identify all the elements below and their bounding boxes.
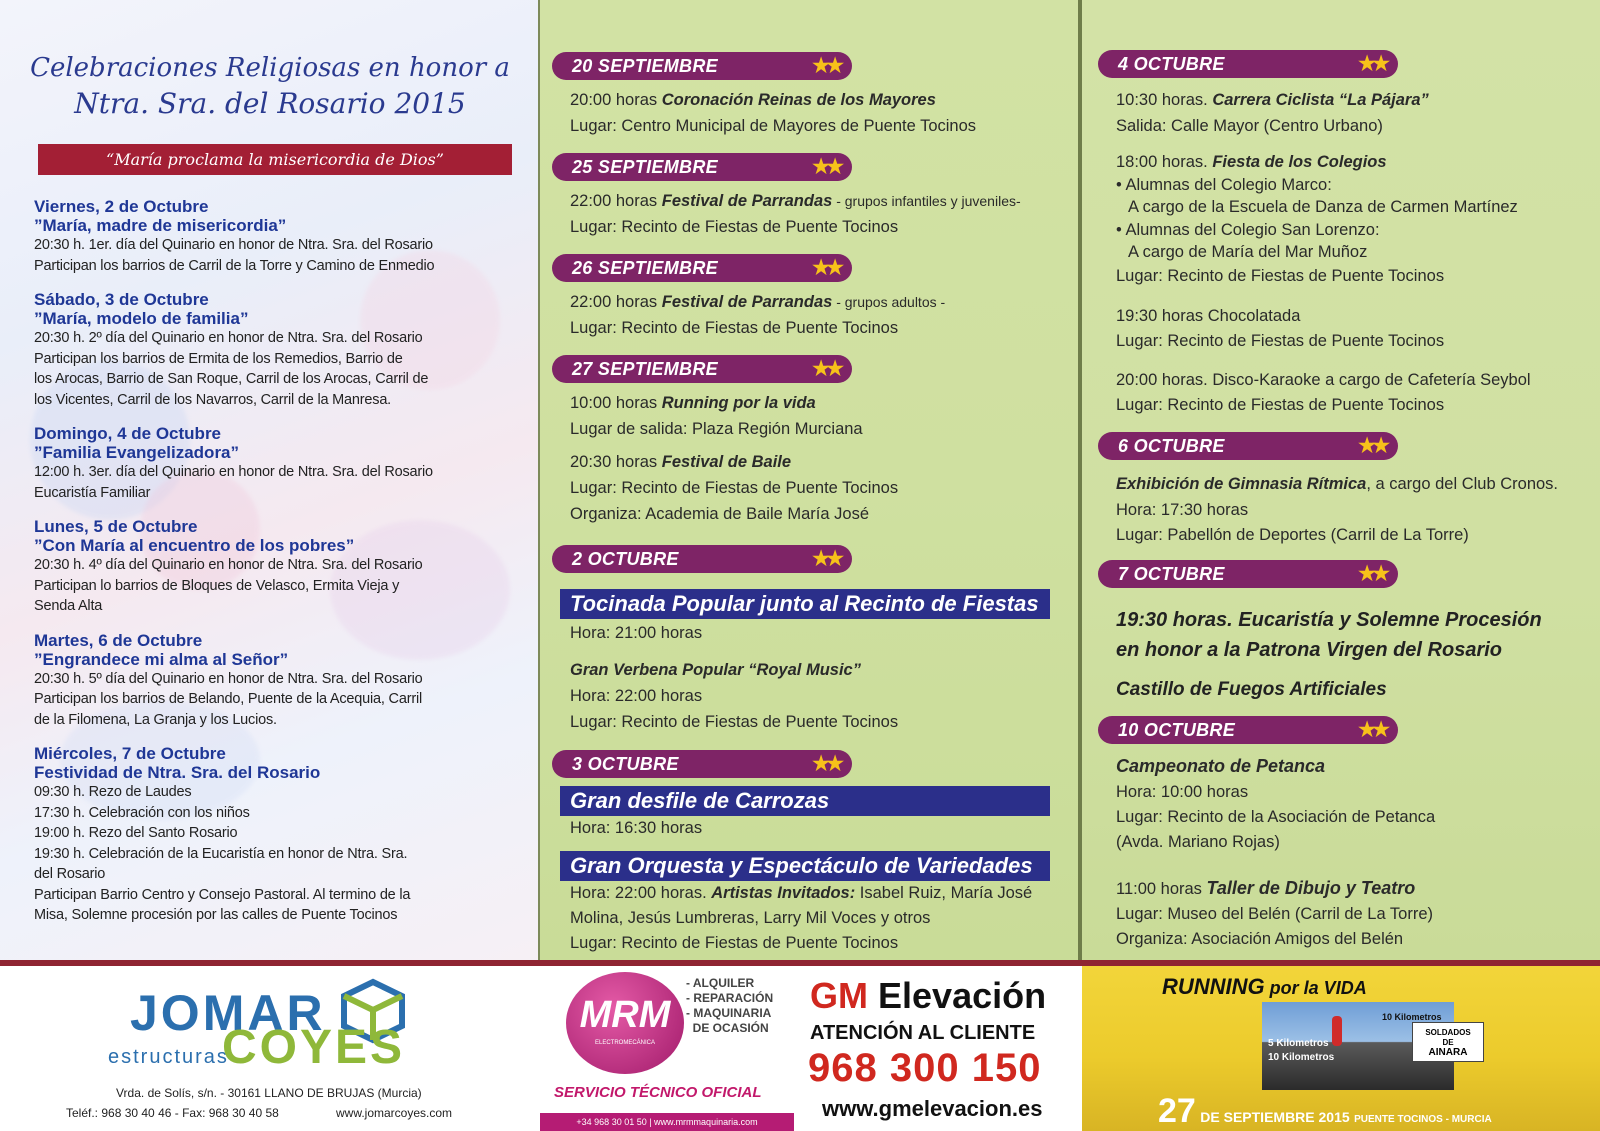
event-line — [570, 881, 1032, 906]
event-line — [570, 290, 945, 315]
quinario-days — [34, 197, 524, 940]
ad-gm-elevacion — [794, 966, 1078, 1131]
event-organizer: Organiza: Asociación Amigos del Belén — [1116, 930, 1404, 948]
event-organizer: Organiza: Academia de Baile María José — [570, 505, 869, 523]
day-line: Senda Alta — [34, 598, 103, 614]
procession-line: en honor a la Patrona Virgen del Rosario — [1116, 639, 1503, 661]
event-title: Festival de Parrandas — [661, 192, 833, 210]
religious-column — [0, 0, 538, 960]
event-place: (Avda. Mariano Rojas) — [1116, 833, 1280, 851]
day-line: 09:30 h. Rezo de Laudes — [34, 784, 192, 800]
date-banner — [552, 254, 852, 282]
mrm-service: DE OCASIÓN — [686, 1021, 769, 1035]
title-line-1: Celebraciones Religiosas en honor a — [30, 53, 510, 83]
banner-label: 7 OCTUBRE — [1118, 564, 1225, 584]
gm-website: www.gmelevacion.es — [822, 1096, 1043, 1121]
day-theme: Festividad de Ntra. Sra. del Rosario — [34, 763, 321, 782]
mrm-service: - ALQUILER — [686, 976, 755, 990]
gm-logo — [810, 976, 1046, 1016]
day-line: los Arocas, Barrio de San Roque, Carril de los Arocas, Carril de — [34, 371, 429, 387]
running-km-10: 10 Kilometros — [1268, 1052, 1335, 1063]
date-banner — [552, 52, 852, 80]
event-place: Lugar: Recinto de Fiestas de Puente Tocinos — [570, 319, 899, 337]
event-title: Festival de Baile — [661, 453, 792, 471]
coyes-logo-text: COYES — [222, 1021, 406, 1074]
day-theme: ”María, madre de misericordia” — [34, 216, 287, 235]
mrm-service: - REPARACIÓN — [686, 991, 774, 1005]
event-time: 22:00 horas — [570, 293, 662, 311]
date-banner — [552, 355, 852, 383]
running-date — [1158, 1092, 1492, 1130]
event-line — [1116, 88, 1429, 113]
date-banner — [552, 545, 852, 573]
jomar-logo-text: JOMAR — [130, 985, 326, 1041]
soldados-word: SOLDADOS — [1425, 1028, 1471, 1037]
day-line: de la Filomena, La Granja y los Lucios. — [34, 711, 277, 728]
event-place: Lugar: Centro Municipal de Mayores de Puente Tocinos — [570, 117, 977, 135]
banner-label: 27 SEPTIEMBRE — [572, 359, 718, 379]
day-line: 12:00 h. 3er. día del Quinario en honor de Ntra. Sra. del Rosario — [34, 464, 433, 480]
event-time: 22:00 horas — [570, 192, 662, 210]
stars-icon: ★★ — [1358, 53, 1386, 75]
program-column-september — [540, 0, 1078, 960]
jomar-website: www.jomarcoyes.com — [336, 1106, 453, 1120]
day-line: 20:30 h. 5º día del Quinario en honor de Ntra. Sra. del Rosario — [34, 670, 423, 687]
event-title: Carrera Ciclista “La Pájara” — [1212, 91, 1429, 109]
event-title: Gran Verbena Popular “Royal Music” — [570, 661, 861, 679]
date-banner — [1098, 50, 1398, 78]
event-place: Salida: Calle Mayor (Centro Urbano) — [1116, 117, 1383, 135]
event-title: Festival de Parrandas — [661, 293, 833, 311]
banner-label: 10 OCTUBRE — [1118, 720, 1236, 740]
date-banner — [1098, 560, 1398, 588]
event-time: 20:30 horas — [570, 453, 662, 471]
event-time: 10:00 horas — [570, 394, 662, 412]
day-line: Eucaristía Familiar — [34, 484, 151, 501]
banner-label: 26 SEPTIEMBRE — [572, 258, 718, 278]
event-time: Hora: 22:00 horas — [570, 687, 703, 705]
event-place: Lugar: Recinto de Fiestas de Puente Tocinos — [1116, 267, 1445, 285]
day-line: 19:30 h. Celebración de la Eucaristía en honor de Ntra. Sra. — [34, 845, 408, 862]
soldados-ainara: AINARA — [1428, 1047, 1468, 1058]
event-time: 18:00 horas. — [1116, 153, 1213, 171]
day-date: Domingo, 4 de Octubre — [34, 424, 222, 443]
day-line: 17:30 h. Celebración con los niños — [34, 804, 250, 821]
event-line — [570, 88, 936, 113]
day-line: Participan los barrios de Carril de la Torre y Camino de Enmedio — [34, 257, 435, 274]
event-place: Lugar: Recinto de Fiestas de Puente Tocinos — [570, 713, 899, 731]
running-day: 27 — [1158, 1092, 1196, 1130]
stars-icon: ★★ — [1358, 719, 1386, 741]
running-month-year: DE SEPTIEMBRE 2015 — [1200, 1109, 1350, 1125]
gm-logo-elevacion: Elevación — [878, 975, 1047, 1016]
gm-customer-service: ATENCIÓN AL CLIENTE — [810, 1022, 1036, 1044]
day-line: 19:00 h. Rezo del Santo Rosario — [34, 825, 238, 841]
event-time: Hora: 17:30 horas — [1116, 501, 1249, 519]
day-entry — [34, 631, 524, 731]
event-place: Lugar: Recinto de la Asociación de Petanca — [1116, 808, 1436, 826]
event-title: Fiesta de los Colegios — [1212, 153, 1387, 171]
day-line: 20:30 h. 1er. día del Quinario en honor de Ntra. Sra. del Rosario — [34, 237, 433, 253]
date-banner — [1098, 716, 1398, 744]
day-line: Participan Barrio Centro y Consejo Pastoral. Al termino de la — [34, 886, 411, 903]
fireworks-title: Castillo de Fuegos Artificiales — [1116, 679, 1387, 700]
day-line: Participan los barrios de Ermita de los Remedios, Barrio de — [34, 350, 403, 367]
stars-icon: ★★ — [812, 548, 840, 570]
highlight-event-bar: Gran desfile de Carrozas — [560, 786, 1050, 816]
mrm-services — [686, 976, 773, 1036]
event-line — [1116, 876, 1415, 902]
event-place: Lugar: Pabellón de Deportes (Carril de La Torre) — [1116, 526, 1469, 544]
banner-label: 6 OCTUBRE — [1118, 436, 1225, 456]
day-line: Misa, Solemne procesión por las calles de Puente Tocinos — [34, 907, 398, 923]
day-line: 20:30 h. 2º día del Quinario en honor de Ntra. Sra. del Rosario — [34, 330, 423, 346]
title-line-2: Ntra. Sra. del Rosario 2015 — [74, 87, 466, 120]
date-banner — [1098, 432, 1398, 460]
running-title — [1162, 974, 1367, 1000]
soldados-de: DE — [1442, 1038, 1454, 1047]
day-entry — [34, 744, 524, 926]
event-detail: A cargo de la Escuela de Danza de Carmen Martínez — [1128, 198, 1518, 216]
mrm-logo-text: MRM — [579, 994, 671, 1036]
stars-icon: ★★ — [812, 358, 840, 380]
banner-label: 2 OCTUBRE — [572, 549, 679, 569]
banner-label: 20 SEPTIEMBRE — [572, 56, 718, 76]
event-place: Lugar: Recinto de Fiestas de Puente Tocinos — [570, 218, 899, 236]
gm-phone: 968 300 150 — [808, 1046, 1042, 1090]
day-line: Participan lo barrios de Bloques de Velasco, Ermita Vieja y — [34, 577, 400, 594]
highlight-event-bar: Tocinada Popular junto al Recinto de Fiestas — [560, 589, 1050, 619]
running-km-10b: 10 Kilometros — [1382, 1012, 1442, 1022]
event-place: Lugar: Recinto de Fiestas de Puente Tocinos — [1116, 332, 1445, 350]
running-place: PUENTE TOCINOS - MURCIA — [1354, 1114, 1492, 1125]
day-line: 20:30 h. 4º día del Quinario en honor de Ntra. Sra. del Rosario — [34, 557, 423, 573]
event-title: Running por la vida — [661, 394, 816, 412]
event-title: Coronación Reinas de los Mayores — [661, 91, 936, 109]
running-title-b: por la VIDA — [1264, 978, 1367, 998]
event-time: Hora: 16:30 horas — [570, 819, 703, 837]
event-place: Lugar de salida: Plaza Región Murciana — [570, 420, 863, 438]
banner-label: 4 OCTUBRE — [1118, 54, 1225, 74]
stars-icon: ★★ — [1358, 435, 1386, 457]
artists-list: Isabel Ruiz, María José — [855, 884, 1033, 902]
ad-jomar-coyes — [0, 966, 538, 1131]
day-date: Martes, 6 de Octubre — [34, 630, 203, 650]
date-banner — [552, 153, 852, 181]
banner-label: 25 SEPTIEMBRE — [572, 157, 718, 177]
event-detail: • Alumnas del Colegio San Lorenzo: — [1116, 221, 1380, 239]
day-date: Sábado, 3 de Octubre — [34, 290, 209, 309]
day-entry — [34, 517, 524, 617]
mrm-service-label: SERVICIO TÉCNICO OFICIAL — [554, 1084, 762, 1101]
stars-icon: ★★ — [812, 257, 840, 279]
running-km-5: 5 Kilometros — [1268, 1038, 1329, 1049]
event-line: 20:00 horas. Disco-Karaoke a cargo de Cafetería Seybol — [1116, 371, 1531, 389]
ad-running-por-la-vida — [1082, 966, 1600, 1131]
day-theme: ”María, modelo de familia” — [34, 309, 249, 328]
event-detail: • Alumnas del Colegio Marco: — [1116, 176, 1332, 194]
event-line — [1116, 472, 1558, 497]
event-line: 19:30 horas Chocolatada — [1116, 307, 1301, 325]
program-column-october — [1082, 0, 1600, 960]
event-note: - grupos adultos - — [832, 294, 946, 310]
event-title: Exhibición de Gimnasia Rítmica — [1116, 475, 1367, 493]
event-line — [570, 450, 791, 475]
event-line — [570, 391, 816, 416]
motto-banner: “María proclama la misericordia de Dios” — [38, 144, 512, 175]
event-place: Lugar: Recinto de Fiestas de Puente Tocinos — [570, 934, 899, 952]
event-detail: A cargo de María del Mar Muñoz — [1128, 243, 1368, 261]
event-time: Hora: 10:00 horas — [1116, 783, 1249, 801]
ad-mrm — [540, 966, 794, 1131]
day-entry — [34, 197, 524, 276]
date-banner — [552, 750, 852, 778]
day-theme: ”Familia Evangelizadora” — [34, 443, 240, 462]
highlight-event-bar: Gran Orquesta y Espectáculo de Variedades — [560, 851, 1050, 881]
day-line: los Vicentes, Carril de los Navarros, Carril de la Manresa. — [34, 391, 392, 408]
event-time: 11:00 horas — [1116, 880, 1207, 898]
event-time: Hora: 21:00 horas — [570, 624, 703, 642]
day-theme: ”Engrandece mi alma al Señor” — [34, 649, 289, 669]
event-time: 20:00 horas — [570, 91, 662, 109]
artists-list: Molina, Jesús Lumbreras, Larry Mil Voces y otros — [570, 909, 931, 927]
stars-icon: ★★ — [812, 55, 840, 77]
event-note: - grupos infantiles y juveniles- — [832, 193, 1021, 209]
runner-figure — [1332, 1016, 1342, 1046]
day-entry — [34, 290, 524, 410]
event-detail: , a cargo del Club Cronos. — [1366, 475, 1559, 493]
day-theme: ”Con María al encuentro de los pobres” — [34, 536, 355, 555]
stars-icon: ★★ — [812, 753, 840, 775]
day-date: Viernes, 2 de Octubre — [34, 197, 209, 216]
day-date: Lunes, 5 de Octubre — [34, 517, 198, 536]
event-title: Campeonato de Petanca — [1116, 756, 1326, 776]
mrm-logo-subtext: ELECTROMECÁNICA — [594, 1040, 655, 1046]
day-date: Miércoles, 7 de Octubre — [34, 744, 226, 763]
event-line — [570, 189, 1021, 214]
mrm-contact-bar: +34 968 30 01 50 | www.mrmmaquinaria.com — [540, 1113, 794, 1131]
jomar-subtitle: estructuras — [108, 1046, 229, 1068]
day-line: del Rosario — [34, 866, 106, 882]
stars-icon: ★★ — [812, 156, 840, 178]
banner-label: 3 OCTUBRE — [572, 754, 679, 774]
event-place: Lugar: Recinto de Fiestas de Puente Tocinos — [1116, 396, 1445, 414]
event-line — [1116, 150, 1387, 175]
running-title-a: RUNNING — [1162, 974, 1265, 999]
event-title: Taller de Dibujo y Teatro — [1206, 878, 1416, 898]
gm-logo-gm: GM — [810, 975, 868, 1016]
artists-label: Artistas Invitados: — [711, 884, 856, 902]
mrm-service: - MAQUINARIA — [686, 1006, 772, 1020]
event-time: Hora: 22:00 horas. — [570, 884, 712, 902]
day-line: Participan los barrios de Belando, Puente de la Acequia, Carril — [34, 691, 422, 707]
religious-title — [20, 50, 520, 122]
jomar-phone: Teléf.: 968 30 40 46 - Fax: 968 30 40 58 — [66, 1106, 279, 1120]
event-place: Lugar: Museo del Belén (Carril de La Torre) — [1116, 905, 1434, 923]
jomar-address: Vrda. de Solís, s/n. - 30161 LLANO DE BRUJAS (Murcia) — [116, 1086, 422, 1100]
day-entry — [34, 424, 524, 503]
event-place: Lugar: Recinto de Fiestas de Puente Tocinos — [570, 479, 899, 497]
procession-line: 19:30 horas. Eucaristía y Solemne Procesión — [1116, 609, 1542, 631]
stars-icon: ★★ — [1358, 563, 1386, 585]
event-time: 10:30 horas. — [1116, 91, 1213, 109]
soldados-logo — [1412, 1022, 1484, 1062]
